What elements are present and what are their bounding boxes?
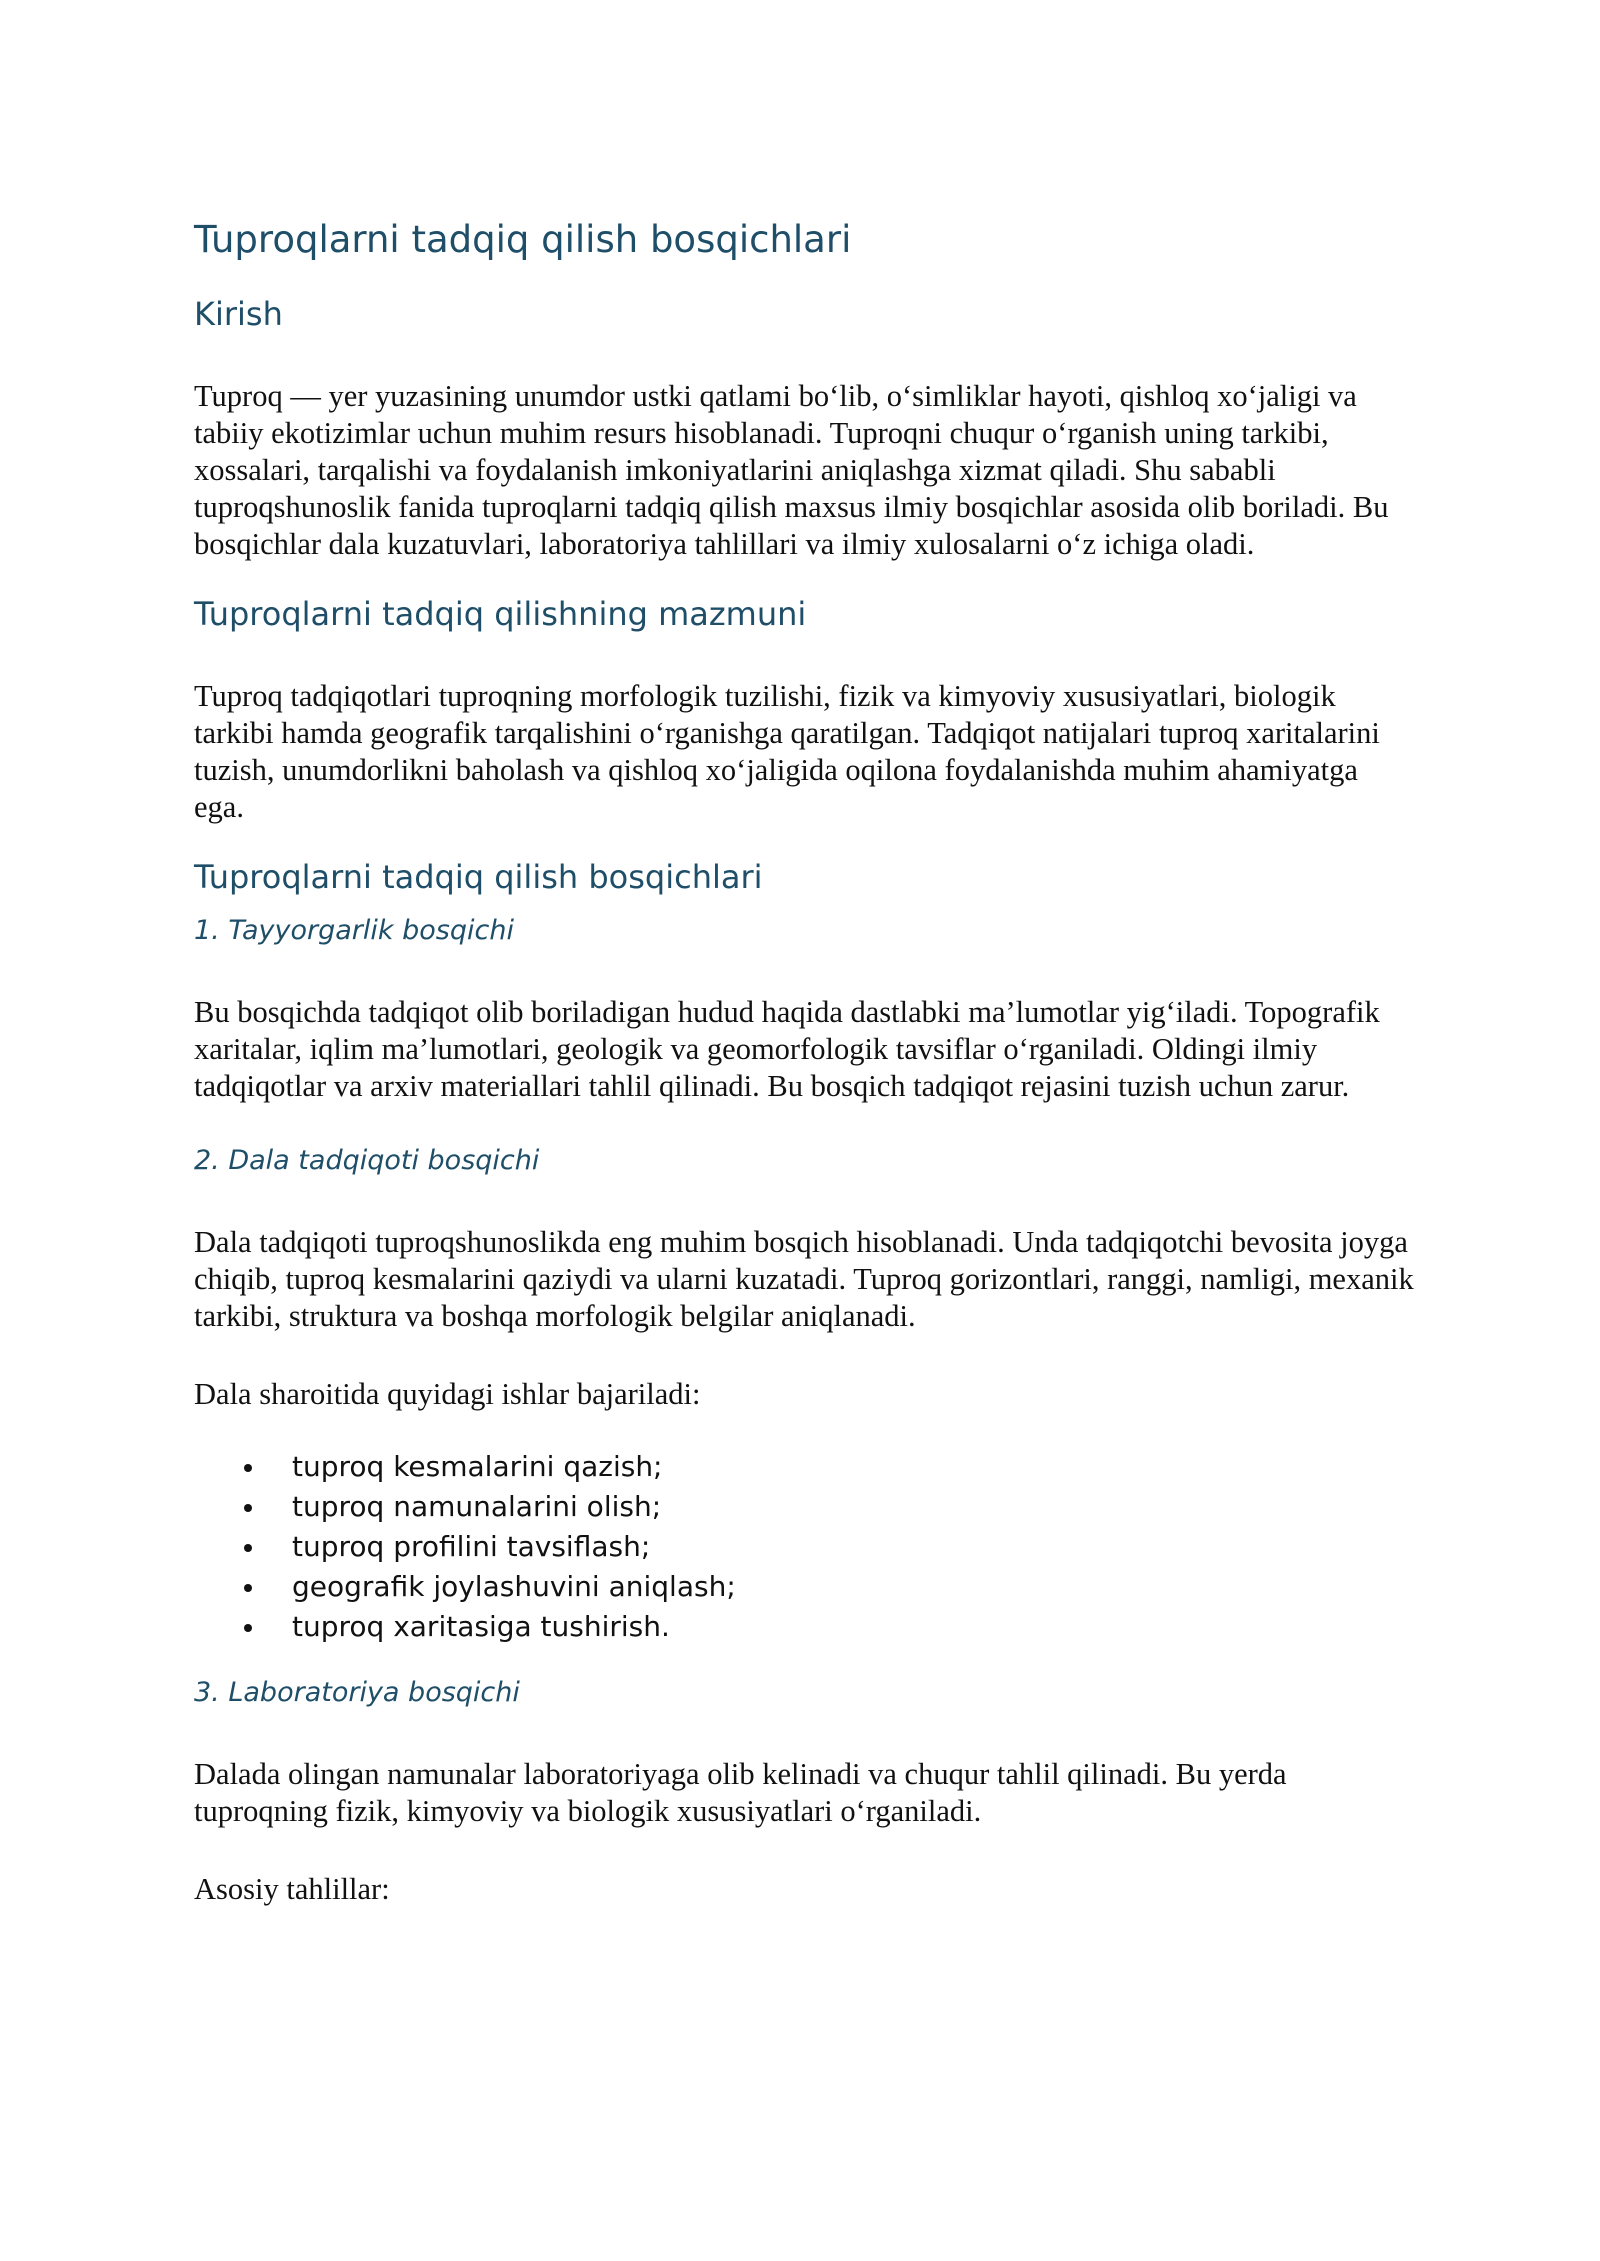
list-item-text: tuproq namunalarini olish;: [292, 1490, 662, 1523]
stage-3-heading: 3. Laboratoriya bosqichi: [194, 1677, 520, 1708]
stage-2-list-intro: Dala sharoitida quyidagi ishlar bajariladi:: [194, 1377, 701, 1411]
content-paragraph: Tuproq tadqiqotlari tuproqning morfologik tuzilishi, fizik va kimyoviy xususiyatlari, biologik tarkibi hamda geografik tarqalishini o‘rganishga qaratilgan. Tadqiqot natijalari tuproq xaritalarini tuzish, unumdorlikni baholash va qishloq xo‘jaligida oqilona foydalanishda muhim ahamiyatga ega.: [194, 679, 1380, 824]
section-heading-content: Tuproqlarni tadqiq qilishning mazmuni: [194, 595, 807, 633]
stage-2-paragraph: Dala tadqiqoti tuproqshunoslikda eng muhim bosqich hisoblanadi. Unda tadqiqotchi bevosita joyga chiqib, tuproq kesmalarini qaziydi va ularni kuzatadi. Tuproq gorizontlari, ranggi, namligi, mexanik tarkibi, struktura va boshqa morfologik belgilar aniqlanadi.: [194, 1225, 1414, 1333]
section-heading-intro: Kirish: [194, 295, 283, 333]
stage-1-heading: 1. Tayyorgarlik bosqichi: [194, 915, 514, 946]
bullet-icon: [244, 1544, 252, 1552]
document-body: [194, 214, 1414, 1908]
list-item: [194, 1487, 1414, 1527]
intro-paragraph: Tuproq — yer yuzasining unumdor ustki qatlami bo‘lib, o‘simliklar hayoti, qishloq xo‘jaligi va tabiiy ekotizimlar uchun muhim resurs hisoblanadi. Tuproqni chuqur o‘rganish uning tarkibi, xossalari, tarqalishi va foydalanish imkoniyatlarini aniqlashga xizmat qiladi. Shu sababli tuproqshunoslik fanida tuproqlarni tadqiq qilish maxsus ilmiy bosqichlar asosida olib boriladi. Bu bosqichlar dala kuzatuvlari, laboratoriya tahlillari va ilmiy xulosalarni o‘z ichiga oladi.: [194, 379, 1389, 561]
list-item: [194, 1607, 1414, 1647]
list-item: [194, 1567, 1414, 1607]
list-item: [194, 1447, 1414, 1487]
list-item-text: tuproq kesmalarini qazish;: [292, 1450, 663, 1483]
section-heading-stages: Tuproqlarni tadqiq qilish bosqichlari: [194, 858, 763, 896]
field-works-list: [194, 1447, 1414, 1647]
stage-3-list-intro: Asosiy tahlillar:: [194, 1872, 390, 1906]
list-item: [194, 1527, 1414, 1567]
list-item-text: tuproq xaritasiga tushirish.: [292, 1610, 670, 1643]
stage-3-paragraph: Dalada olingan namunalar laboratoriyaga olib kelinadi va chuqur tahlil qilinadi. Bu yerda tuproqning fizik, kimyoviy va biologik xususiyatlari o‘rganiladi.: [194, 1757, 1287, 1828]
bullet-icon: [244, 1504, 252, 1512]
stage-1-paragraph: Bu bosqichda tadqiqot olib boriladigan hudud haqida dastlabki ma’lumotlar yig‘iladi. Topografik xaritalar, iqlim ma’lumotlari, geologik va geomorfologik tavsiflar o‘rganiladi. Oldingi ilmiy tadqiqotlar va arxiv materiallari tahlil qilinadi. Bu bosqich tadqiqot rejasini tuzish uchun zarur.: [194, 995, 1380, 1103]
bullet-icon: [244, 1624, 252, 1632]
list-item-text: geografik joylashuvini aniqlash;: [292, 1570, 736, 1603]
stage-2-heading: 2. Dala tadqiqoti bosqichi: [194, 1145, 540, 1176]
list-item-text: tuproq profilini tavsiflash;: [292, 1530, 651, 1563]
bullet-icon: [244, 1584, 252, 1592]
document-title: Tuproqlarni tadqiq qilish bosqichlari: [194, 218, 852, 261]
bullet-icon: [244, 1464, 252, 1472]
